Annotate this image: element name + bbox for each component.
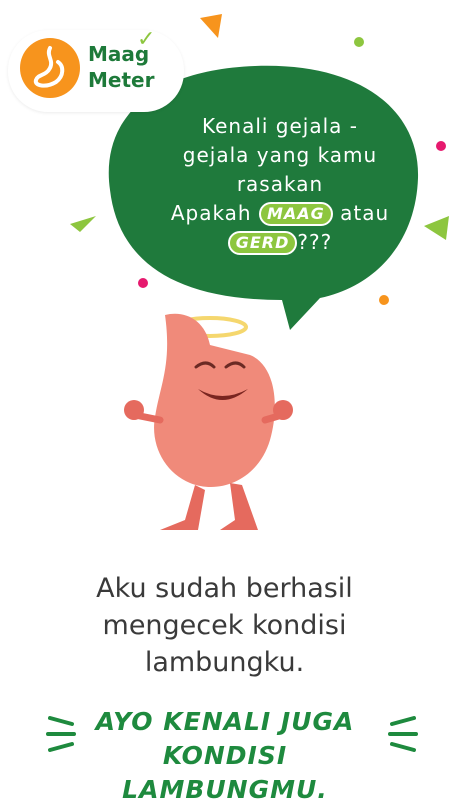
stomach-outline-icon: [20, 38, 80, 98]
right-emphasis-icon: [380, 712, 420, 762]
bubble-suffix: ???: [297, 230, 333, 254]
checkmark-icon: ✓: [137, 27, 156, 52]
bubble-line-2: gejala yang kamu: [182, 143, 378, 167]
maag-badge: MAAG: [259, 202, 333, 226]
stomach-logo-icon: [20, 38, 80, 98]
message-line-1: Aku sudah berhasil: [96, 573, 353, 604]
bubble-question-line-2: [150, 228, 410, 257]
message-line-3: lambungku.: [144, 647, 305, 678]
cta-line-1: AYO KENALI JUGA: [95, 707, 355, 736]
bubble-connector: atau: [340, 201, 390, 225]
stomach-body: [154, 314, 275, 487]
cta-line-2: KONDISI LAMBUNGMU.: [122, 741, 328, 804]
bubble-question-line: [150, 199, 410, 228]
bubble-line-3: rasakan: [236, 172, 324, 196]
success-message: [40, 570, 409, 681]
stomach-mascot-illustration: [110, 305, 310, 545]
cta-text: [80, 705, 370, 807]
left-thumbs-up-hand: [124, 400, 144, 420]
left-leg: [160, 485, 205, 530]
message-line-2: mengecek kondisi: [102, 610, 347, 641]
logo-line-2: Meter: [88, 68, 155, 92]
bubble-line-1: Kenali gejala -: [201, 114, 359, 138]
gerd-badge: GERD: [228, 231, 298, 255]
bubble-prefix: Apakah: [170, 201, 252, 225]
bubble-text: [150, 112, 410, 257]
logo-line-1: Maag: [88, 42, 150, 66]
right-leg: [220, 483, 258, 530]
left-emphasis-icon: [44, 712, 84, 762]
right-thumbs-up-hand: [273, 400, 293, 420]
